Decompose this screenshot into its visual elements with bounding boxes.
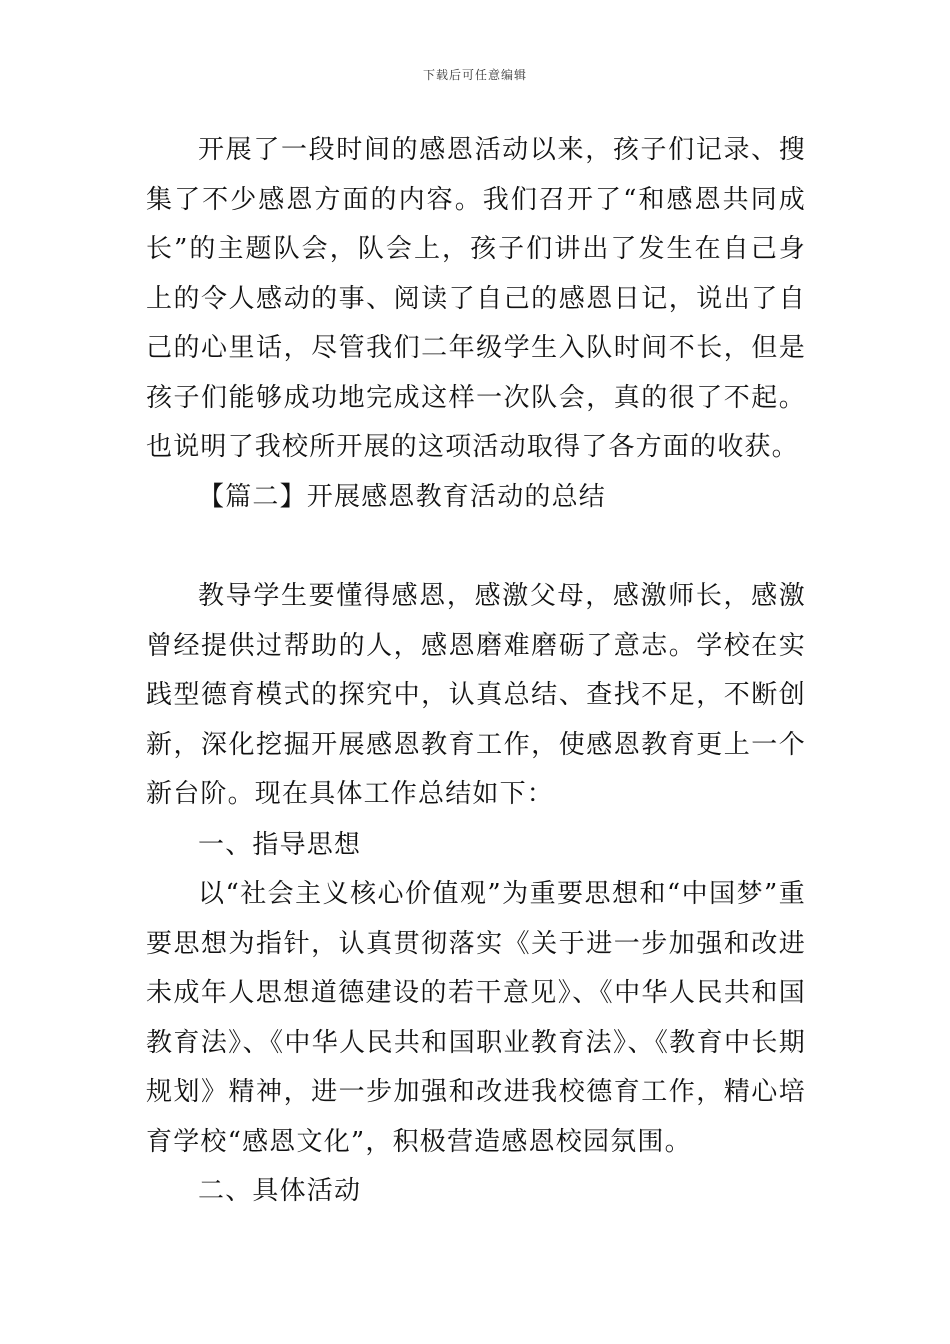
section-title: 【篇二】开展感恩教育活动的总结 xyxy=(198,482,607,512)
paragraph-activity-summary: 开展了一段时间的感恩活动以来，孩子们记录、搜集了不少感恩方面的内容。我们召开了“和感恩共同成长”的主题队会，队会上，孩子们讲出了发生在自己身上的令人感动的事、阅读了自己的感恩日记，说出了自己的心里话，尽管我们二年级学生入队时间不长，但是孩子们能够成功地完成这样一次队会，真的很了不起。也说明了我校所开展的这项活动取得了各方面的收获。 xyxy=(146,135,806,462)
paragraph-guiding-thought: 以“社会主义核心价值观”为重要思想和“中国梦”重要思想为指针，认真贯彻落实《关于进一步加强和改进未成年人思想道德建设的若干意见》、《中华人民共和国教育法》、《中华人民共和国职业教育法》、《教育中长期规划》精神，进一步加强和改进我校德育工作，精心培育学校“感恩文化”，积极营造感恩校园氛围。 xyxy=(146,879,806,1157)
heading-specific-activities: 二、具体活动 xyxy=(198,1176,362,1206)
paragraph-intro: 教导学生要懂得感恩，感激父母，感激师长，感激曾经提供过帮助的人，感恩磨难磨砺了意志。学校在实践型德育模式的探究中，认真总结、查找不足，不断创新，深化挖掘开展感恩教育工作，使感恩教育更上一个新台阶。现在具体工作总结如下： xyxy=(146,581,806,809)
header-note: 下载后可任意编辑 xyxy=(422,68,527,82)
heading-guiding-thought: 一、指导思想 xyxy=(198,830,362,860)
